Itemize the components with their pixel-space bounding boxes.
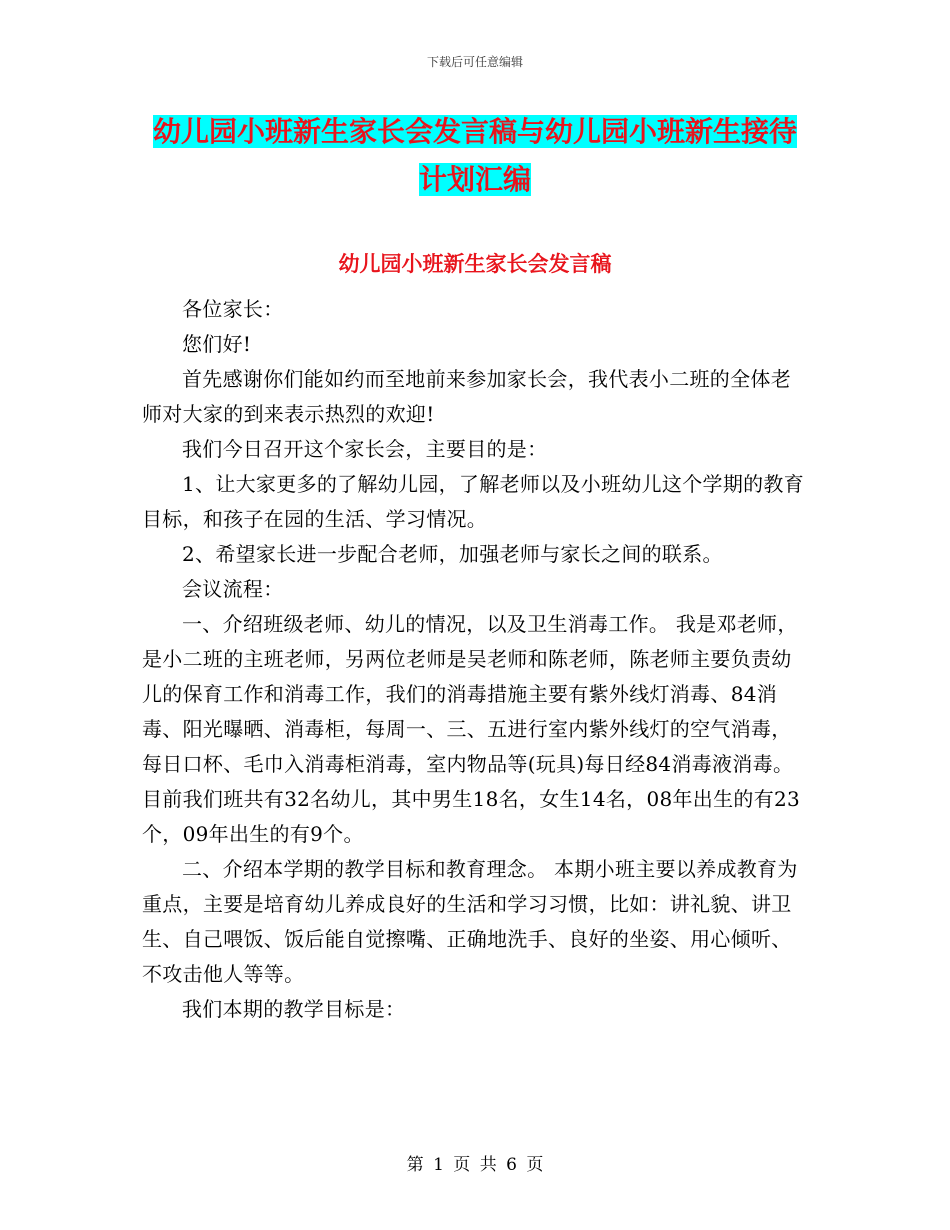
document-title <box>140 108 810 204</box>
document-title-line-1: 幼儿园小班新生家长会发言稿与幼儿园小班新生接待 <box>152 115 797 148</box>
paragraph: 二、介绍本学期的教学目标和教育理念。 本期小班主要以养成教育为重点，主要是培育幼儿养成良好的生活和学习习惯，比如：讲礼貌、讲卫生、自己喂饭、饭后能自觉擦嘴、正确地洗手、良好的坐姿、用心倾听、不攻击他人等等。 <box>142 857 798 986</box>
paragraph: 会议流程： <box>182 577 284 601</box>
header-note: 下载后可任意编辑 <box>426 55 523 69</box>
document-title-line-2: 计划汇编 <box>418 163 531 196</box>
paragraph: 首先感谢你们能如约而至地前来参加家长会，我代表小二班的全体老师对大家的到来表示热烈的欢迎! <box>142 367 791 426</box>
paragraph: 各位家长： <box>182 297 284 321</box>
paragraph: 我们今日召开这个家长会，主要目的是： <box>182 437 548 461</box>
paragraph: 2、希望家长进一步配合老师，加强老师与家长之间的联系。 <box>182 542 723 566</box>
section-title: 幼儿园小班新生家长会发言稿 <box>338 252 612 276</box>
body-text <box>142 292 810 1027</box>
paragraph: 我们本期的教学目标是： <box>182 997 406 1021</box>
paragraph: 您们好! <box>182 332 252 356</box>
page-footer: 第 1 页 共 6 页 <box>406 1155 544 1175</box>
paragraph: 1、让大家更多的了解幼儿园，了解老师以及小班幼儿这个学期的教育目标，和孩子在园的生活、学习情况。 <box>142 472 805 531</box>
paragraph: 一、介绍班级老师、幼儿的情况，以及卫生消毒工作。 我是邓老师，是小二班的主班老师，另两位老师是吴老师和陈老师，陈老师主要负责幼儿的保育工作和消毒工作，我们的消毒措施主要有紫外线灯消毒、84消毒、阳光曝晒、消毒柜，每周一、三、五进行室内紫外线灯的空气消毒，每日口杯、毛巾入消毒柜消毒，室内物品等(玩具)每日经84消毒液消毒。 目前我们班共有32名幼儿，其中男生18名，女生14名，08年出生的有23个，09年出生的有9个。 <box>142 612 801 846</box>
